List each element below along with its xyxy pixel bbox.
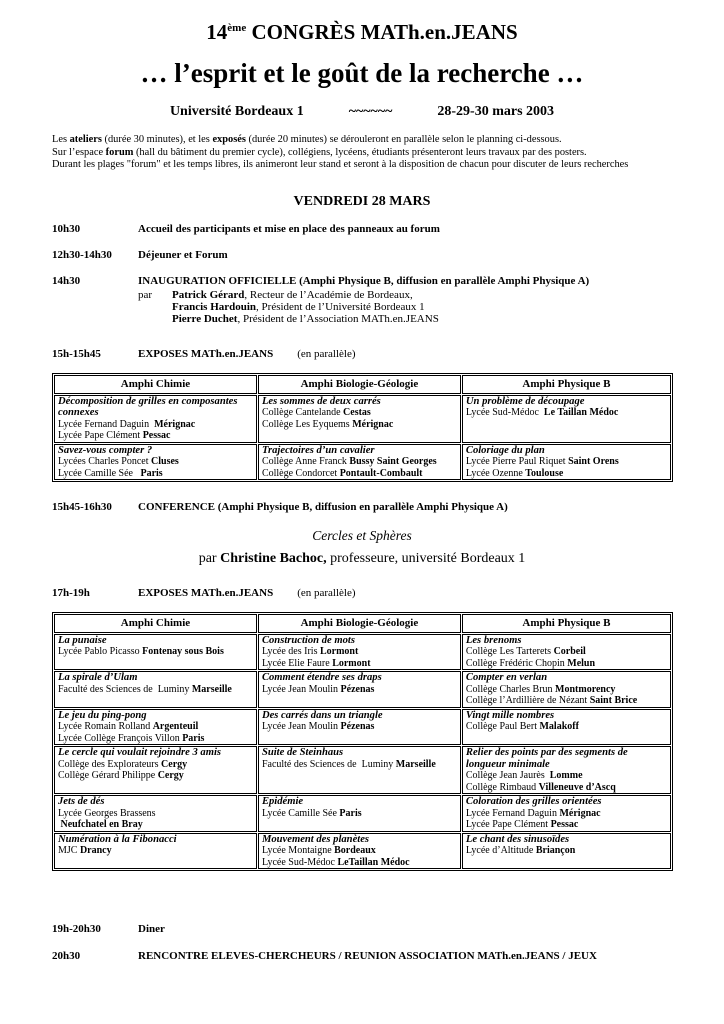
school-line <box>466 845 667 857</box>
school-city: LeTaillan Médoc <box>337 856 410 868</box>
school-city: Lormont <box>332 657 371 669</box>
session-title: Savez-vous compter ? <box>58 444 153 456</box>
session-title: Relier des points par des segments de longueur minimale <box>465 747 628 770</box>
school-line <box>466 808 667 820</box>
session-cell <box>462 795 671 832</box>
school-name: Collège Charles Brun <box>465 683 556 695</box>
school-name: Lycées Charles Poncet <box>58 456 152 467</box>
school-line <box>466 684 667 696</box>
school-name: Collège Jean Jaurès <box>465 770 550 781</box>
table-row <box>54 795 671 832</box>
school-name: Lycée Pape Clément <box>58 430 143 441</box>
table-row <box>54 671 671 708</box>
school-name: Lycée Jean Moulin <box>261 721 341 732</box>
school-line <box>58 456 253 468</box>
conference-speaker: par Christine Bachoc, professeure, université Bordeaux 1 <box>198 551 526 566</box>
school-line <box>262 808 457 820</box>
table-row <box>54 395 671 443</box>
conference-title: Cercles et Sphères <box>312 528 412 543</box>
program-table-afternoon-1 <box>52 373 673 482</box>
session-title: Décomposition de grilles en composantes connexes <box>58 395 238 418</box>
intro-text: Les ateliers (durée 30 minutes), et les exposés (durée 20 minutes) se dérouleront en parallèle selon le planning ci-dessous. Sur l’espace forum (hall du bâtiment du premier cycle), collégiens, lycéens, étudiants présenteront leurs travaux par des posters. Durant les plages "forum" et les temps libres, ils animeront leur stand et seront à la disposition de chacun pour discuter de leurs recherches <box>52 134 629 171</box>
table-row <box>54 833 671 870</box>
school-line <box>466 782 667 794</box>
session-title: Des carrés dans un triangle <box>261 709 383 721</box>
school-city: Pézenas <box>340 683 375 695</box>
school-city: Cergy <box>161 758 188 770</box>
school-city: Toulouse <box>525 467 564 479</box>
school-city: Montmorency <box>555 683 616 695</box>
school-name: Lycée Georges Brassens <box>58 807 156 819</box>
school-line <box>58 430 253 442</box>
school-name: Lycée Collège François Villon <box>58 732 183 744</box>
session-cell <box>462 395 671 443</box>
school-city: Pontault-Combault <box>339 467 423 479</box>
session-cell <box>54 395 257 443</box>
school-name: Collège Cantelande <box>261 407 344 418</box>
school-city: Paris <box>339 807 362 819</box>
session-cell <box>54 746 257 794</box>
school-city: Villeneuve d’Ascq <box>538 781 616 793</box>
session-title: Epidémie <box>261 796 304 807</box>
session-cell <box>462 709 671 746</box>
school-name: Lycée Elie Faure <box>261 657 333 669</box>
school-city: Marseille <box>395 758 436 770</box>
school-name: MJC <box>58 845 80 856</box>
session-cell <box>462 746 671 794</box>
school-line <box>466 456 667 468</box>
session-cell <box>258 746 461 794</box>
session-cell <box>258 671 461 708</box>
venue-line <box>0 104 724 120</box>
school-name: Collège Anne Franck <box>261 456 350 467</box>
school-line <box>262 857 457 869</box>
school-line <box>466 819 667 831</box>
school-name: Faculté des Sciences de Luminy <box>58 683 192 695</box>
session-cell <box>258 833 461 870</box>
school-line <box>58 845 253 857</box>
school-city: Lomme <box>549 770 583 781</box>
column-header: Amphi Physique B <box>462 375 671 394</box>
school-line <box>466 407 667 419</box>
school-city: Paris <box>182 732 205 744</box>
school-city: Lormont <box>319 646 359 657</box>
school-line <box>466 721 667 733</box>
session-title: Comment étendre ses draps <box>261 672 382 683</box>
school-city: Saint Brice <box>589 695 638 706</box>
school-line <box>466 468 667 480</box>
school-city: Saint Orens <box>568 456 619 467</box>
school-line <box>262 407 457 419</box>
school-line <box>262 684 457 696</box>
school-city: Malakoff <box>539 721 579 732</box>
session-cell <box>258 795 461 832</box>
school-name: Lycée Sud-Médoc <box>261 856 338 868</box>
school-name: Collège Gérard Philippe <box>58 770 158 781</box>
column-header: Amphi Biologie-Géologie <box>258 375 461 394</box>
school-line <box>262 468 457 480</box>
school-line <box>58 419 253 431</box>
session-cell <box>462 671 671 708</box>
school-line <box>262 845 457 857</box>
session-title: Le cercle qui voulait rejoindre 3 amis <box>58 747 222 758</box>
session-title: Suite de Steinhaus <box>261 747 344 758</box>
day-heading: VENDREDI 28 MARS <box>293 194 431 209</box>
school-name: Lycée d’Altitude <box>465 845 536 856</box>
school-name: Lycée Jean Moulin <box>261 683 341 695</box>
school-name: Lycée Pape Clément <box>465 819 551 830</box>
table-row <box>54 444 671 481</box>
school-name: Collège Frédéric Chopin <box>465 657 568 669</box>
session-title: Le chant des sinusoïdes <box>465 833 570 845</box>
session-title: Mouvement des planètes <box>261 833 370 845</box>
school-line <box>58 759 253 771</box>
school-line <box>58 646 253 658</box>
school-city: Briançon <box>535 845 576 856</box>
school-line <box>262 658 457 670</box>
session-title: Compter en verlan <box>465 672 548 683</box>
session-cell <box>54 444 257 481</box>
session-cell <box>258 634 461 671</box>
school-line <box>58 770 253 782</box>
school-name: Faculté des Sciences de Luminy <box>261 758 396 770</box>
school-city: Mérignac <box>154 418 196 430</box>
session-cell <box>462 444 671 481</box>
school-name: Collège Rimbaud <box>465 781 539 793</box>
table-row <box>54 709 671 746</box>
school-city: Mérignac <box>559 807 601 819</box>
school-name: Lycée Montaigne <box>261 845 335 856</box>
school-city: Le Taillan Médoc <box>543 407 619 418</box>
school-line <box>262 456 457 468</box>
school-line <box>58 808 253 820</box>
tagline: … l’esprit et le goût de la recherche … <box>140 58 584 88</box>
session-cell <box>258 444 461 481</box>
session-title: Jets de dés <box>58 796 105 807</box>
school-name: Lycée Pablo Picasso <box>58 646 143 657</box>
session-cell <box>54 833 257 870</box>
inauguration-speakers: par Patrick Gérard, Recteur de l’Académie de Bordeaux, Francis Hardouin, Président de l’Université Bordeaux 1 Pierre Duchet, Président de l’Association MATh.en.JEANS <box>138 289 439 325</box>
school-city: Melun <box>567 657 596 669</box>
school-name: Lycée Pierre Paul Riquet <box>465 456 569 467</box>
school-city: Mérignac <box>352 418 394 430</box>
school-city: Paris <box>140 467 163 479</box>
congress-title: 14ème CONGRÈS MATh.en.JEANS <box>206 20 518 44</box>
school-city: Marseille <box>191 683 232 695</box>
session-title: Numération à la Fibonacci <box>58 833 177 845</box>
school-city: Cestas <box>343 407 371 418</box>
school-line <box>58 819 253 831</box>
table-row <box>54 634 671 671</box>
school-line <box>58 721 253 733</box>
session-title: Construction de mots <box>261 634 355 646</box>
school-name: Collège Les Eyquems <box>261 418 353 430</box>
school-line <box>262 721 457 733</box>
session-title: Coloriage du plan <box>465 444 545 456</box>
school-city: Pessac <box>142 430 171 441</box>
school-city: Corbeil <box>553 646 586 657</box>
school-name: Lycée des Iris <box>261 646 320 657</box>
column-header: Amphi Physique B <box>462 614 671 633</box>
school-line <box>466 770 667 782</box>
school-city: Argenteuil <box>152 721 199 732</box>
session-title: Le jeu du ping-pong <box>58 709 147 721</box>
column-header: Amphi Biologie-Géologie <box>258 614 461 633</box>
school-city: Pézenas <box>340 721 375 732</box>
school-city: Drancy <box>79 845 112 856</box>
program-table-afternoon-2 <box>52 612 673 871</box>
session-title: La punaise <box>58 634 107 646</box>
session-title: Un problème de découpage <box>465 395 585 407</box>
session-title: Vingt mille nombres <box>465 709 555 721</box>
column-header: Amphi Chimie <box>54 614 257 633</box>
session-title: La spirale d’Ulam <box>58 672 138 683</box>
school-city: Cergy <box>157 770 184 781</box>
session-cell <box>258 709 461 746</box>
session-cell <box>258 395 461 443</box>
school-line <box>262 759 457 771</box>
school-name: Lycée Camille Sée <box>261 807 340 819</box>
dates: 28-29-30 mars 2003 <box>437 104 555 119</box>
school-line <box>466 695 667 707</box>
session-title: Coloration des grilles orientées <box>465 796 602 807</box>
school-city: Neufchatel en Bray <box>60 819 143 830</box>
school-city: Bordeaux <box>334 845 376 856</box>
school-name: Lycée Fernand Daguin <box>465 807 560 819</box>
school-name: Collège Les Tarterets <box>465 646 554 657</box>
column-header: Amphi Chimie <box>54 375 257 394</box>
school-line <box>466 646 667 658</box>
school-name: Collège Paul Bert <box>465 721 540 732</box>
school-name: Collège l’Ardillière de Nézant <box>465 695 590 706</box>
school-line <box>58 684 253 696</box>
session-title: Les brenoms <box>465 634 522 646</box>
session-cell <box>54 634 257 671</box>
school-line <box>466 658 667 670</box>
school-line <box>58 468 253 480</box>
school-name: Lycée Romain Rolland <box>58 721 153 732</box>
school-name: Collège des Explorateurs <box>58 758 162 770</box>
session-title: Les sommes de deux carrés <box>261 395 381 407</box>
school-name: Lycée Fernand Daguin <box>58 418 155 430</box>
session-title: Trajectoires d’un cavalier <box>261 444 375 456</box>
school-city: Fontenay sous Bois <box>142 646 224 657</box>
session-cell <box>54 709 257 746</box>
school-name: Lycée Sud-Médoc <box>465 407 544 418</box>
tilde-separator: ~~~~~~ <box>348 104 393 119</box>
session-cell <box>462 634 671 671</box>
school-name: Collège Condorcet <box>261 467 340 479</box>
school-line <box>262 646 457 658</box>
school-line <box>262 419 457 431</box>
school-city: Bussy Saint Georges <box>349 456 437 467</box>
venue: Université Bordeaux 1 <box>169 104 304 119</box>
table-row <box>54 746 671 794</box>
session-cell <box>54 671 257 708</box>
school-name: Lycée Camille Sée <box>58 467 141 479</box>
school-city: Cluses <box>151 456 179 467</box>
school-line <box>58 733 253 745</box>
school-name: Lycée Ozenne <box>465 467 526 479</box>
school-city: Pessac <box>550 819 579 830</box>
session-cell <box>54 795 257 832</box>
session-cell <box>462 833 671 870</box>
